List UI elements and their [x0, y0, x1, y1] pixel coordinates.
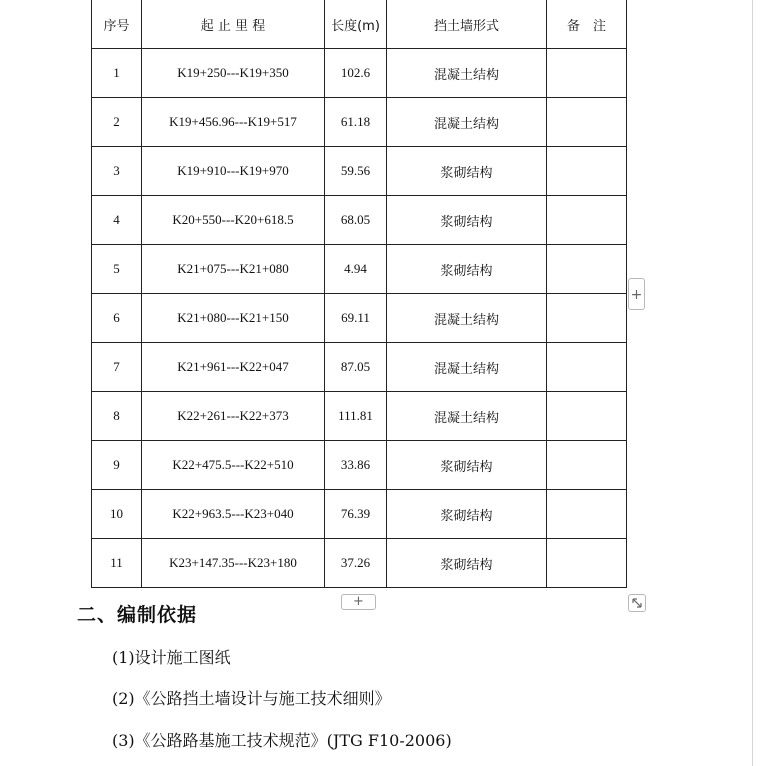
cell-wall-type: 混凝土结构 — [387, 392, 547, 441]
cell-range: K22+963.5---K23+040 — [142, 490, 325, 539]
cell-wall-type: 浆砌结构 — [387, 539, 547, 588]
cell-index: 5 — [92, 245, 142, 294]
resize-diagonal-icon[interactable] — [628, 594, 646, 612]
cell-remark — [547, 98, 627, 147]
table-row — [92, 343, 627, 392]
cell-length: 87.05 — [325, 343, 387, 392]
cell-length: 33.86 — [325, 441, 387, 490]
cell-range: K19+910---K19+970 — [142, 147, 325, 196]
cell-length: 37.26 — [325, 539, 387, 588]
cell-wall-type: 浆砌结构 — [387, 147, 547, 196]
header-wall-type: 挡土墙形式 — [387, 0, 547, 49]
cell-remark — [547, 147, 627, 196]
cell-range: K21+961---K22+047 — [142, 343, 325, 392]
reference-item-3: (3)《公路路基施工技术规范》(JTG F10-2006) — [112, 731, 452, 750]
table-row — [92, 49, 627, 98]
cell-index: 7 — [92, 343, 142, 392]
cell-length: 111.81 — [325, 392, 387, 441]
page-edge-line — [752, 0, 753, 766]
table-row — [92, 441, 627, 490]
table-row — [92, 539, 627, 588]
cell-wall-type: 混凝土结构 — [387, 98, 547, 147]
table-row — [92, 294, 627, 343]
cell-length: 61.18 — [325, 98, 387, 147]
table-body — [92, 49, 627, 588]
cell-remark — [547, 490, 627, 539]
header-range: 起 止 里 程 — [142, 0, 325, 49]
cell-range: K22+475.5---K22+510 — [142, 441, 325, 490]
cell-length: 76.39 — [325, 490, 387, 539]
cell-remark — [547, 294, 627, 343]
cell-remark — [547, 245, 627, 294]
section-heading: 二、编制依据 — [77, 604, 198, 626]
retaining-wall-table — [91, 0, 627, 588]
cell-index: 10 — [92, 490, 142, 539]
reference-item-1: (1)设计施工图纸 — [112, 648, 231, 667]
header-remark: 备 注 — [547, 0, 627, 49]
cell-index: 11 — [92, 539, 142, 588]
reference-item-2: (2)《公路挡土墙设计与施工技术细则》 — [112, 689, 391, 708]
cell-range: K21+075---K21+080 — [142, 245, 325, 294]
cell-range: K19+250---K19+350 — [142, 49, 325, 98]
table-header-row — [92, 0, 627, 49]
cell-wall-type: 浆砌结构 — [387, 196, 547, 245]
cell-index: 2 — [92, 98, 142, 147]
cell-range: K20+550---K20+618.5 — [142, 196, 325, 245]
cell-range: K19+456.96---K19+517 — [142, 98, 325, 147]
cell-remark — [547, 539, 627, 588]
cell-length: 69.11 — [325, 294, 387, 343]
table-row — [92, 196, 627, 245]
cell-wall-type: 混凝土结构 — [387, 343, 547, 392]
cell-index: 1 — [92, 49, 142, 98]
cell-index: 9 — [92, 441, 142, 490]
table-row — [92, 245, 627, 294]
header-length: 长度(m) — [325, 0, 387, 49]
table-row — [92, 98, 627, 147]
cell-wall-type: 混凝土结构 — [387, 49, 547, 98]
cell-remark — [547, 441, 627, 490]
cell-remark — [547, 343, 627, 392]
cell-length: 4.94 — [325, 245, 387, 294]
cell-index: 6 — [92, 294, 142, 343]
add-column-button[interactable]: + — [628, 278, 645, 310]
header-index: 序号 — [92, 0, 142, 49]
cell-range: K21+080---K21+150 — [142, 294, 325, 343]
cell-index: 8 — [92, 392, 142, 441]
cell-index: 3 — [92, 147, 142, 196]
cell-length: 59.56 — [325, 147, 387, 196]
cell-length: 68.05 — [325, 196, 387, 245]
cell-remark — [547, 392, 627, 441]
cell-remark — [547, 196, 627, 245]
cell-length: 102.6 — [325, 49, 387, 98]
cell-wall-type: 浆砌结构 — [387, 441, 547, 490]
table-row — [92, 147, 627, 196]
cell-wall-type: 浆砌结构 — [387, 245, 547, 294]
add-row-button[interactable]: + — [341, 594, 376, 610]
cell-wall-type: 浆砌结构 — [387, 490, 547, 539]
cell-index: 4 — [92, 196, 142, 245]
cell-remark — [547, 49, 627, 98]
cell-range: K23+147.35---K23+180 — [142, 539, 325, 588]
table-row — [92, 490, 627, 539]
cell-wall-type: 混凝土结构 — [387, 294, 547, 343]
cell-range: K22+261---K22+373 — [142, 392, 325, 441]
table-row — [92, 392, 627, 441]
